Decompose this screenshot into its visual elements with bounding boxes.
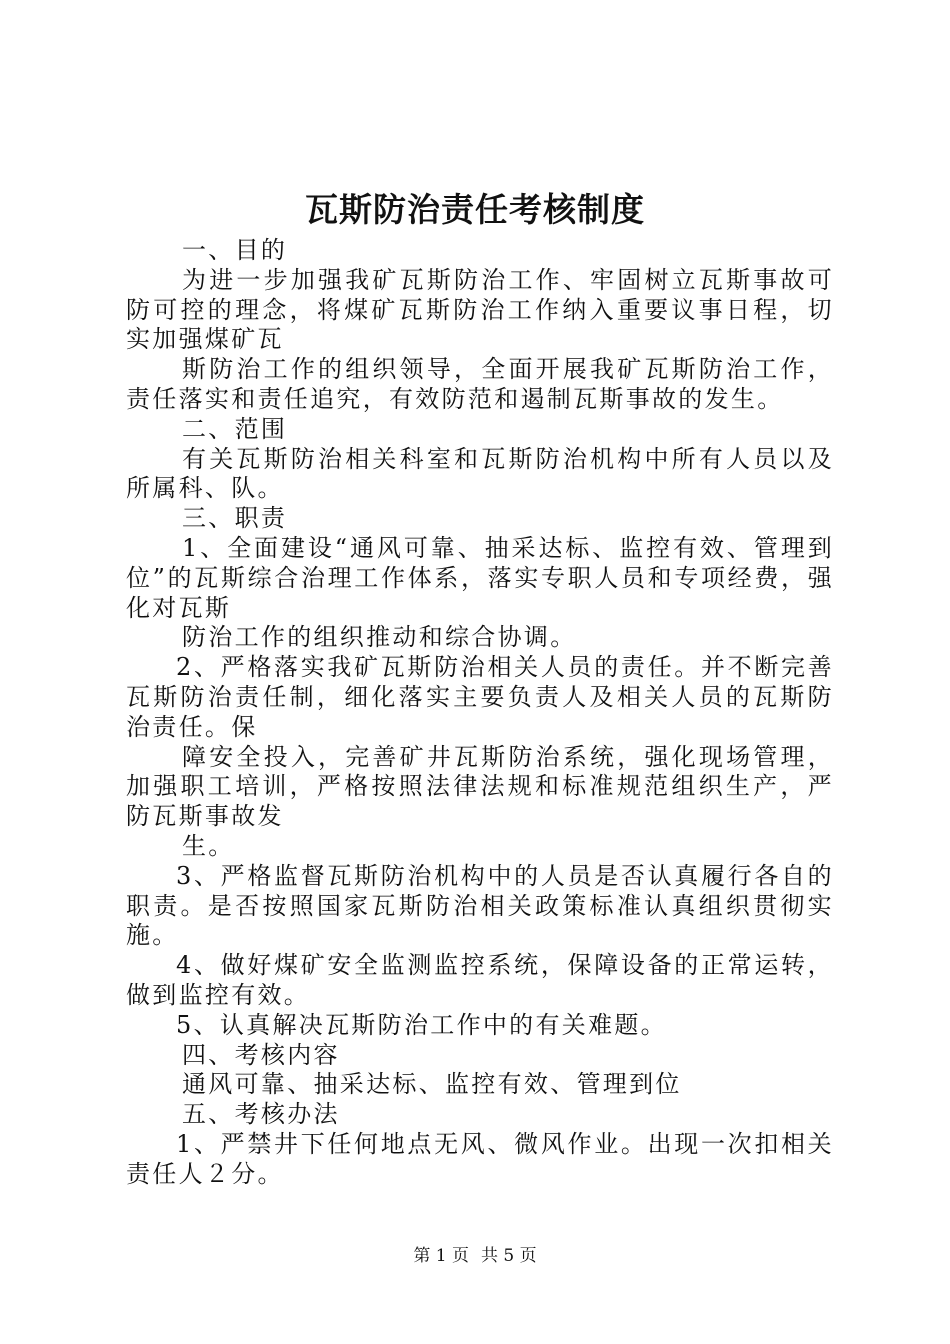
paragraph: 防治工作的组织推动和综合协调。: [182, 623, 577, 652]
paragraph: 有关瓦斯防治相关科室和瓦斯防治机构中所有人员以及所属科、队。: [126, 444, 834, 503]
page-number-current: 第 1 页: [413, 1246, 469, 1266]
list-item: 1、全面建设“通风可靠、抽采达标、监控有效、管理到位”的瓦斯综合治理工作体系，落实专职人员和专项经费，强化对瓦斯: [126, 533, 834, 622]
page-footer: [0, 1245, 950, 1267]
list-item: 3、严格监督瓦斯防治机构中的人员是否认真履行各自的职责。是否按照国家瓦斯防治相关政策标准认真组织贯彻实施。: [126, 861, 834, 950]
paragraph: 障安全投入，完善矿井瓦斯防治系统，强化现场管理，加强职工培训，严格按照法律法规和标准规范组织生产，严防瓦斯事故发: [126, 742, 834, 831]
paragraph: 生。: [182, 831, 235, 860]
document-body: [126, 236, 834, 1190]
paragraph: 斯防治工作的组织领导，全面开展我矿瓦斯防治工作，责任落实和责任追究，有效防范和遏制瓦斯事故的发生。: [126, 355, 834, 413]
section-heading-scope: 二、范围: [182, 414, 288, 443]
list-item: 2、严格落实我矿瓦斯防治相关人员的责任。并不断完善瓦斯防治责任制，细化落实主要负责人及相关人员的瓦斯防治责任。保: [126, 653, 834, 741]
section-heading-duties: 三、职责: [182, 504, 288, 533]
list-item: 5、认真解决瓦斯防治工作中的有关难题。: [176, 1010, 667, 1039]
paragraph: 通风可靠、抽采达标、监控有效、管理到位: [182, 1070, 682, 1099]
section-heading-assessment-content: 四、考核内容: [182, 1040, 340, 1069]
list-item: 1、严禁井下任何地点无风、微风作业。出现一次扣相关责任人２分。: [126, 1129, 834, 1188]
section-heading-purpose: 一、目的: [182, 236, 288, 264]
paragraph: 为进一步加强我矿瓦斯防治工作、牢固树立瓦斯事故可防可控的理念，将煤矿瓦斯防治工作纳入重要议事日程，切实加强煤矿瓦: [126, 265, 834, 354]
list-item: 4、做好煤矿安全监测监控系统，保障设备的正常运转，做到监控有效。: [126, 951, 834, 1009]
section-heading-assessment-method: 五、考核办法: [182, 1100, 340, 1129]
page-number-total: 共 5 页: [481, 1246, 537, 1266]
document-title: 瓦斯防治责任考核制度: [305, 190, 645, 229]
